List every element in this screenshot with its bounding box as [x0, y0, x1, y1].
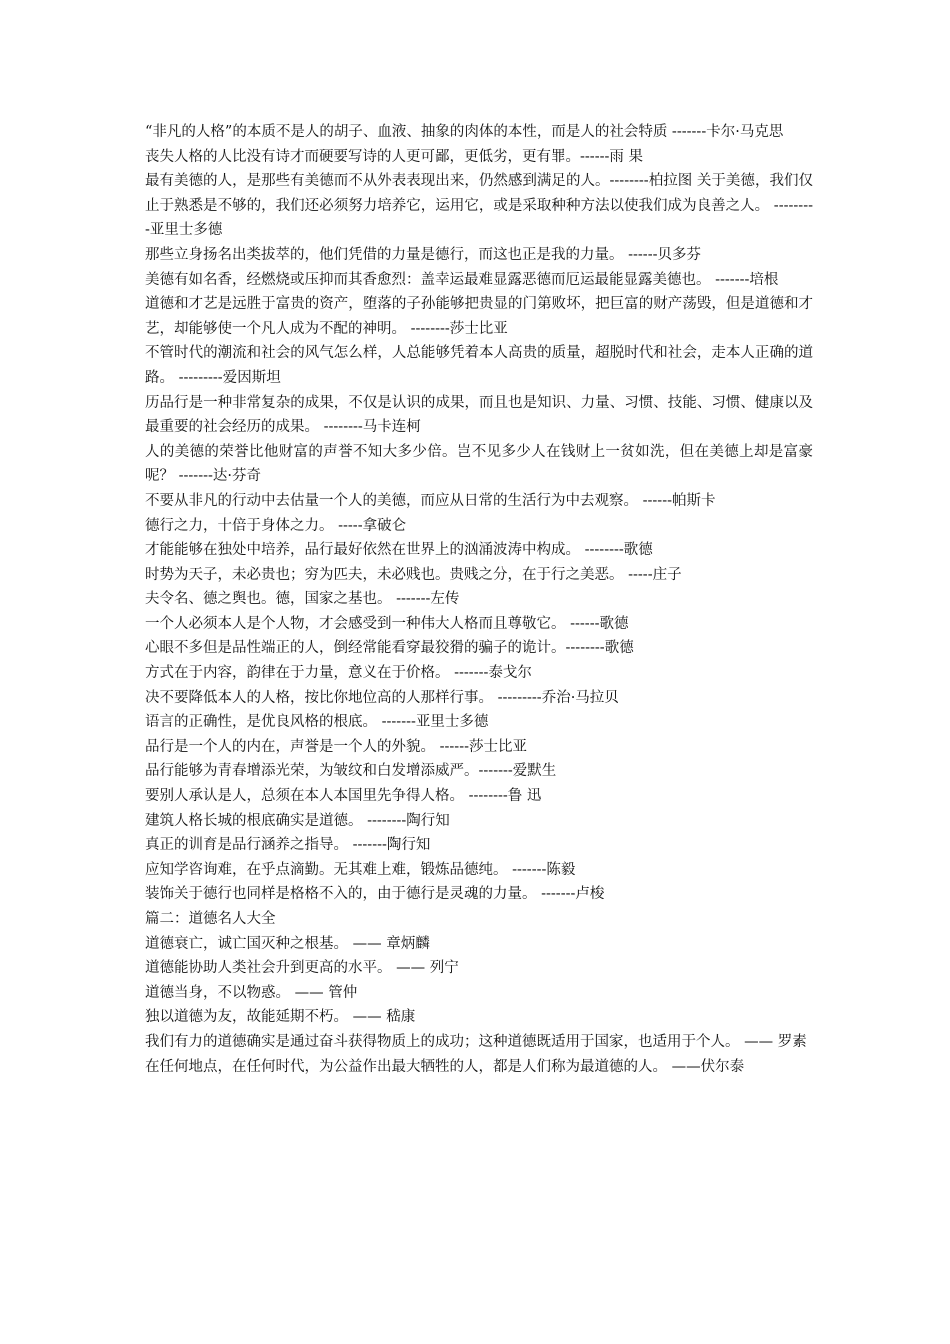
- document-body: [145, 120, 813, 1079]
- quote-paragraph: 品行能够为青春增添光荣，为皱纹和白发增添威严。-------爱默生: [145, 763, 557, 780]
- quote-paragraph: 道德能协助人类社会升到更高的水平。 —— 列宁: [145, 960, 459, 977]
- quote-paragraph: 真正的训育是品行涵养之指导。 -------陶行知: [145, 837, 431, 854]
- quote-paragraph: 我们有力的道德确实是通过奋斗获得物质上的成功；这种道德既适用于国家，也适用于个人。 —— 罗素: [145, 1033, 807, 1050]
- quote-paragraph: 心眼不多但是品性端正的人，倒经常能看穿最狡猾的骗子的诡计。--------歌德: [145, 640, 634, 657]
- quote-paragraph: 那些立身扬名出类拔萃的，他们凭借的力量是德行，而这也正是我的力量。 ------贝多芬: [145, 246, 702, 263]
- quote-paragraph: 要别人承认是人，总须在本人本国里先争得人格。 --------鲁 迅: [145, 788, 542, 805]
- quote-paragraph: 最有美德的人，是那些有美德而不从外表表现出来，仍然感到满足的人。--------柏拉图 关于美德，我们仅止于熟悉是不够的，我们还必须努力培养它，运用它，或是采取种种方法以使我们成为良善之人。 ---------亚里士多德: [145, 173, 813, 239]
- quote-paragraph: 独以道德为友，故能延期不朽。 —— 嵇康: [145, 1009, 416, 1026]
- quote-paragraph: 德行之力，十倍于身体之力。 -----拿破仑: [145, 517, 407, 534]
- quote-paragraph: 在任何地点，在任何时代，为公益作出最大牺牲的人，都是人们称为最道德的人。 ——伏尔泰: [145, 1058, 745, 1075]
- quote-paragraph: 决不要降低本人的人格，按比你地位高的人那样行事。 ---------乔治·马拉贝: [145, 689, 619, 706]
- quote-paragraph: 才能能够在独处中培养，品行最好依然在世界上的汹涌波涛中构成。 --------歌德: [145, 542, 653, 559]
- quote-paragraph: 品行是一个人的内在，声誉是一个人的外貌。 ------莎士比亚: [145, 738, 528, 755]
- quote-paragraph: 一个人必须本人是个人物，才会感受到一种伟大人格而且尊敬它。 ------歌德: [145, 615, 629, 632]
- quote-paragraph: 道德和才艺是远胜于富贵的资产，堕落的子孙能够把贵显的门第败坏，把巨富的财产荡毁，但是道德和才艺，却能够使一个凡人成为不配的神明。 --------莎士比亚: [145, 296, 813, 337]
- quote-paragraph: 历品行是一种非常复杂的成果，不仅是认识的成果，而且也是知识、力量、习惯、技能、习惯、健康以及最重要的社会经历的成果。 --------马卡连柯: [145, 394, 813, 436]
- quote-paragraph: 语言的正确性，是优良风格的根底。 -------亚里士多德: [145, 714, 489, 731]
- quote-paragraph: 建筑人格长城的根底确实是道德。 --------陶行知: [145, 812, 450, 829]
- quote-paragraph: 道德当身，不以物惑。 —— 管仲: [145, 984, 358, 1001]
- quote-paragraph: 不要从非凡的行动中去估量一个人的美德，而应从日常的生活行为中去观察。 ------帕斯卡: [145, 492, 716, 509]
- quote-paragraph: 应知学咨询难，在乎点滴勤。无其难上难，锻炼品德纯。 -------陈毅: [145, 861, 576, 878]
- quote-paragraph: 时势为天子，未必贵也；穷为匹夫，未必贱也。贵贱之分，在于行之美恶。 -----庄子: [145, 566, 682, 583]
- quote-paragraph: 美德有如名香，经燃烧或压抑而其香愈烈：盖幸运最难显露恶德而厄运最能显露美德也。 -------培根: [145, 271, 779, 288]
- quote-paragraph: 丧失人格的人比没有诗才而硬要写诗的人更可鄙，更低劣，更有罪。------雨 果: [145, 148, 644, 165]
- quote-paragraph: 道德衰亡，诚亡国灭种之根基。 —— 章炳麟: [145, 935, 430, 952]
- section-heading: 篇二：道德名人大全: [145, 911, 276, 927]
- quote-paragraph: 方式在于内容，韵律在于力量，意义在于价格。 -------泰戈尔: [145, 665, 532, 682]
- quote-paragraph: 夫令名、德之舆也。德，国家之基也。 -------左传: [145, 591, 460, 608]
- quote-paragraph: 人的美德的荣誉比他财富的声誉不知大多少倍。岂不见多少人在钱财上一贫如洗，但在美德上却是富豪呢？ -------达·芬奇: [145, 443, 813, 485]
- quote-paragraph: 装饰关于德行也同样是格格不入的，由于德行是灵魂的力量。 -------卢梭: [145, 886, 605, 903]
- quote-paragraph: “非凡的人格”的本质不是人的胡子、血液、抽象的肉体的本性，而是人的社会特质 -------卡尔·马克思: [145, 124, 784, 140]
- quote-paragraph: 不管时代的潮流和社会的风气怎么样，人总能够凭着本人高贵的质量，超脱时代和社会，走本人正确的道路。 ---------爱因斯坦: [145, 345, 813, 386]
